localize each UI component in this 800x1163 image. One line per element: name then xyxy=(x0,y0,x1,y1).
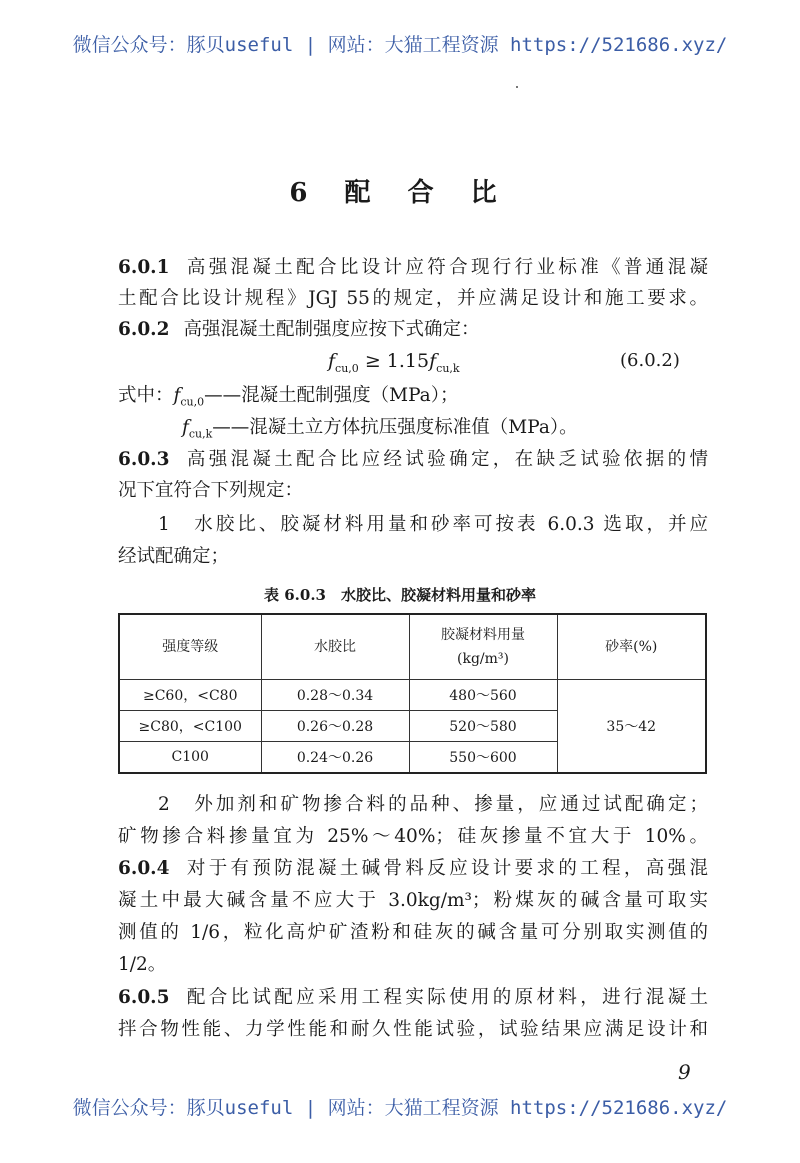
clause-6-0-3-line1 xyxy=(118,445,708,475)
equation-number: (6.0.2) xyxy=(620,350,680,371)
item2-line1: 2 外加剂和矿物掺合料的品种、掺量，应通过试配确定； xyxy=(158,794,708,815)
where-line1: 式中：$f_{cu,0}——$混凝土配制强度（MPa）； xyxy=(118,385,459,409)
table-cell: 0.24～0.26 xyxy=(261,742,409,774)
chapter-title: 6 配 合 比 xyxy=(289,178,511,208)
table-cell: 480～560 xyxy=(409,680,557,711)
table-header-row xyxy=(119,614,706,680)
table-cell: C100 xyxy=(119,742,261,774)
clause-6-0-5-line1 xyxy=(118,983,708,1013)
clause-number: 6.0.1 xyxy=(118,257,170,278)
clause-6-0-4-line4: 1/2。 xyxy=(118,954,167,975)
clause-number: 6.0.2 xyxy=(118,319,170,340)
clause-6-0-4-line1 xyxy=(118,854,708,884)
item1-line1: 1 水胶比、胶凝材料用量和砂率可按表 6.0.3 选取，并应 xyxy=(158,514,708,535)
item2-line2: 矿物掺合料掺量宜为 25%～40%；硅灰掺量不宜大于 10%。 xyxy=(118,826,708,847)
table-caption: 表 6.0.3 水胶比、胶凝材料用量和砂率 xyxy=(264,586,536,604)
formula: $f_{cu,0} \ge 1.15f_{cu,k}$ xyxy=(328,350,460,375)
item1-line2: 经试配确定； xyxy=(118,546,230,567)
mix-ratio-table xyxy=(118,613,707,774)
clause-text: 高强混凝土配合比应经试验确定，在缺乏试验依据的情 xyxy=(183,449,708,470)
clause-number: 6.0.3 xyxy=(118,449,170,470)
clause-number: 6.0.4 xyxy=(118,858,170,879)
header-cell: 砂率(%) xyxy=(557,614,706,680)
header-watermark: 微信公众号：豚贝useful | 网站：大猫工程资源 https://521686.xyz/ xyxy=(72,34,728,56)
header-cell: 水胶比 xyxy=(261,614,409,680)
table-cell: 0.28～0.34 xyxy=(261,680,409,711)
clause-text: 高强混凝土配制强度应按下式确定： xyxy=(183,319,480,340)
clause-6-0-4-line3: 测值的 1/6，粒化高炉矿渣粉和硅灰的碱含量可分别取实测值的 xyxy=(118,922,708,943)
clause-6-0-1-line2: 土配合比设计规程》JGJ 55的规定，并应满足设计和施工要求。 xyxy=(118,288,708,309)
table-cell: 35～42 xyxy=(557,680,706,774)
clause-6-0-2-line1 xyxy=(118,315,708,345)
table-cell: 0.26～0.28 xyxy=(261,711,409,742)
where-line2: $f_{cu,k}——$混凝土立方体抗压强度标准值（MPa）。 xyxy=(182,417,578,441)
clause-6-0-4-line2: 凝土中最大碱含量不应大于 3.0kg/m³；粉煤灰的碱含量可取实 xyxy=(118,890,708,911)
clause-text: 对于有预防混凝土碱骨料反应设计要求的工程，高强混 xyxy=(183,858,708,879)
clause-6-0-1-line1 xyxy=(118,253,708,283)
table-cell: ≥C60，<C80 xyxy=(119,680,261,711)
clause-number: 6.0.5 xyxy=(118,987,170,1008)
table-row xyxy=(119,680,706,711)
footer-watermark: 微信公众号：豚贝useful | 网站：大猫工程资源 https://521686.xyz/ xyxy=(72,1097,728,1119)
clause-6-0-3-line2: 况下宜符合下列规定： xyxy=(118,480,304,501)
header-cell: 强度等级 xyxy=(119,614,261,680)
clause-text: 配合比试配应采用工程实际使用的原材料，进行混凝土 xyxy=(183,987,708,1008)
header-cell: 胶凝材料用量 (kg/m³) xyxy=(409,614,557,680)
table-cell: ≥C80，<C100 xyxy=(119,711,261,742)
table-cell: 550～600 xyxy=(409,742,557,774)
speck xyxy=(516,86,518,88)
table-cell: 520～580 xyxy=(409,711,557,742)
page-number: 9 xyxy=(678,1060,691,1084)
clause-6-0-5-line2: 拌合物性能、力学性能和耐久性能试验，试验结果应满足设计和 xyxy=(118,1019,708,1040)
clause-text: 高强混凝土配合比设计应符合现行行业标准《普通混凝 xyxy=(183,257,708,278)
